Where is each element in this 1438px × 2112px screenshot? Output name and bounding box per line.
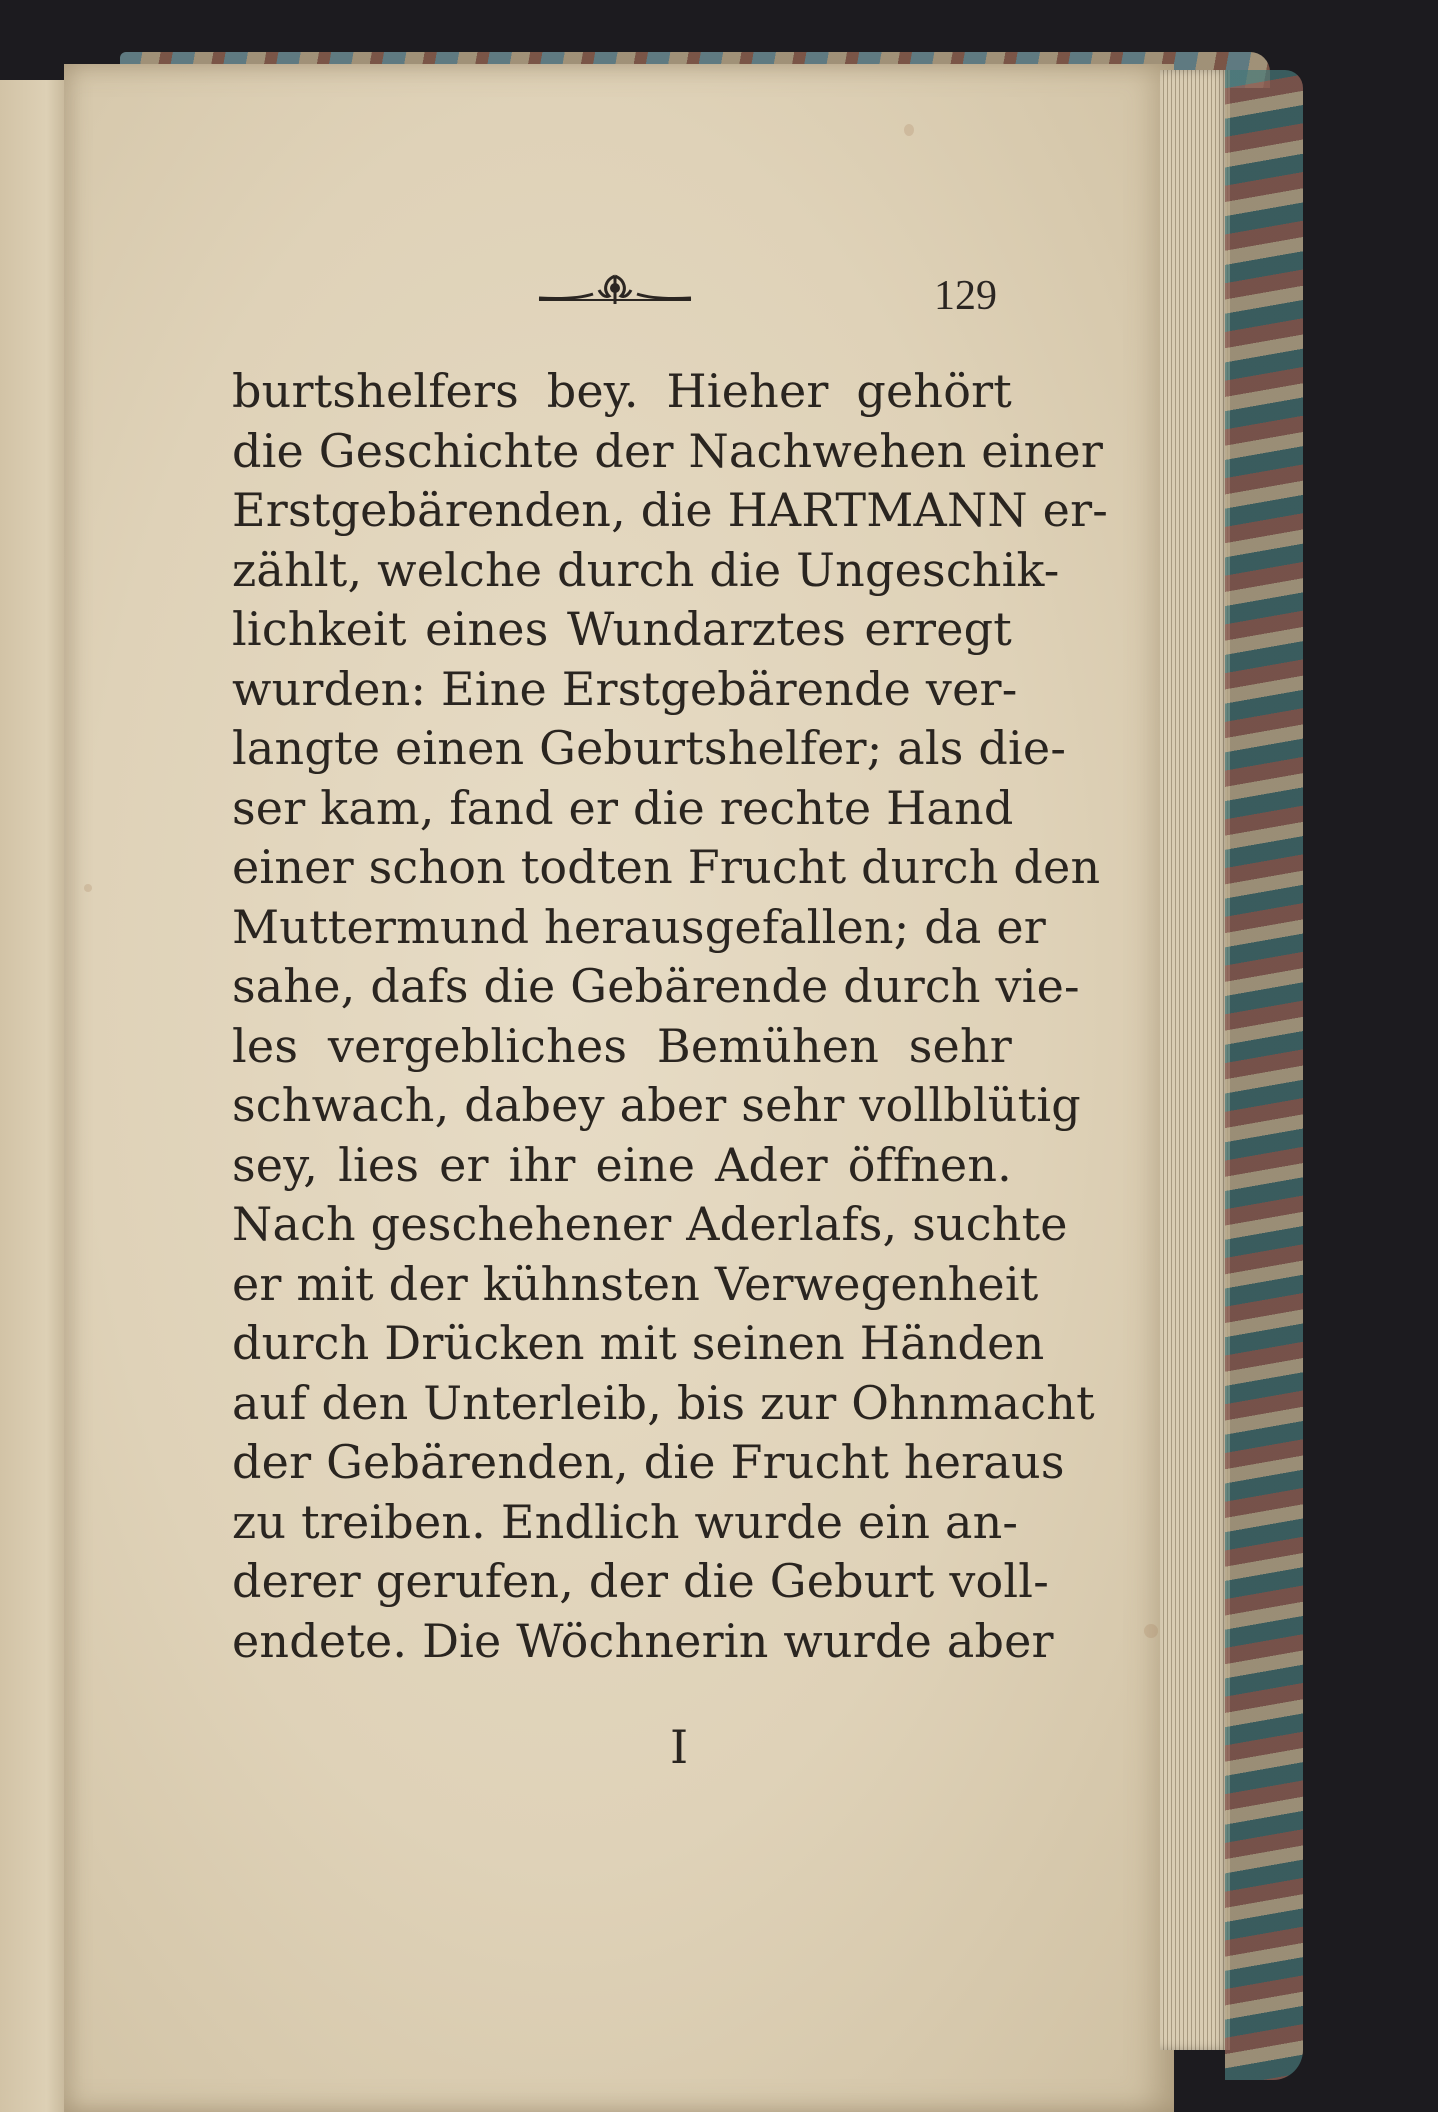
text-line: Muttermund herausgefallen; da er: [232, 899, 1046, 954]
text-line: Erstgebärenden, die HARTMANN er-: [232, 483, 1109, 537]
text-line: les vergebliches Bemühen sehr: [232, 1018, 1012, 1073]
foxing-spot: [904, 124, 914, 136]
text-line: schwach, dabey aber sehr vollblütig: [232, 1078, 1081, 1132]
fleuron-ornament-icon: [535, 270, 695, 314]
foxing-spot: [1144, 1624, 1158, 1638]
text-line: ser kam, fand er die rechte Hand: [232, 780, 1014, 835]
text-line: durch Drücken mit seinen Händen: [232, 1316, 1045, 1370]
foxing-spot: [84, 884, 92, 892]
text-line: lichkeit eines Wundarztes erregt: [232, 602, 1012, 656]
text-line: endete. Die Wöchnerin wurde aber: [232, 1613, 1054, 1668]
text-line: Nach geschehener Aderlafs, suchte: [232, 1197, 1068, 1251]
text-line: einer schon todten Frucht durch den: [232, 840, 1101, 894]
text-line: burtshelfers bey. Hieher gehört: [232, 364, 1012, 418]
text-line: der Gebärenden, die Frucht heraus: [232, 1435, 1065, 1489]
text-line: zu treiben. Endlich wurde ein an-: [232, 1494, 1019, 1549]
page-block-edge: [1160, 70, 1230, 2050]
text-line: derer gerufen, der die Geburt voll-: [232, 1554, 1049, 1608]
text-line: auf den Unterleib, bis zur Ohnmacht: [232, 1375, 1095, 1430]
text-line: die Geschichte der Nachwehen einer: [232, 423, 1104, 478]
page-number: 129: [934, 273, 997, 319]
body-text: [232, 362, 1109, 1671]
text-line: sey, lies er ihr eine Ader öffnen.: [232, 1137, 1012, 1192]
text-line: wurden: Eine Erstgebärende ver-: [232, 661, 1018, 716]
signature-mark: I: [670, 1720, 689, 1774]
marbled-cover-edge: [1225, 70, 1303, 2080]
text-line: sahe, dafs die Gebärende durch vie-: [232, 959, 1080, 1013]
text-line: er mit der kühnsten Verwegenheit: [232, 1256, 1039, 1311]
text-line: langte einen Geburtshelfer; als die-: [232, 721, 1067, 775]
text-line: zählt, welche durch die Ungeschik-: [232, 542, 1060, 597]
